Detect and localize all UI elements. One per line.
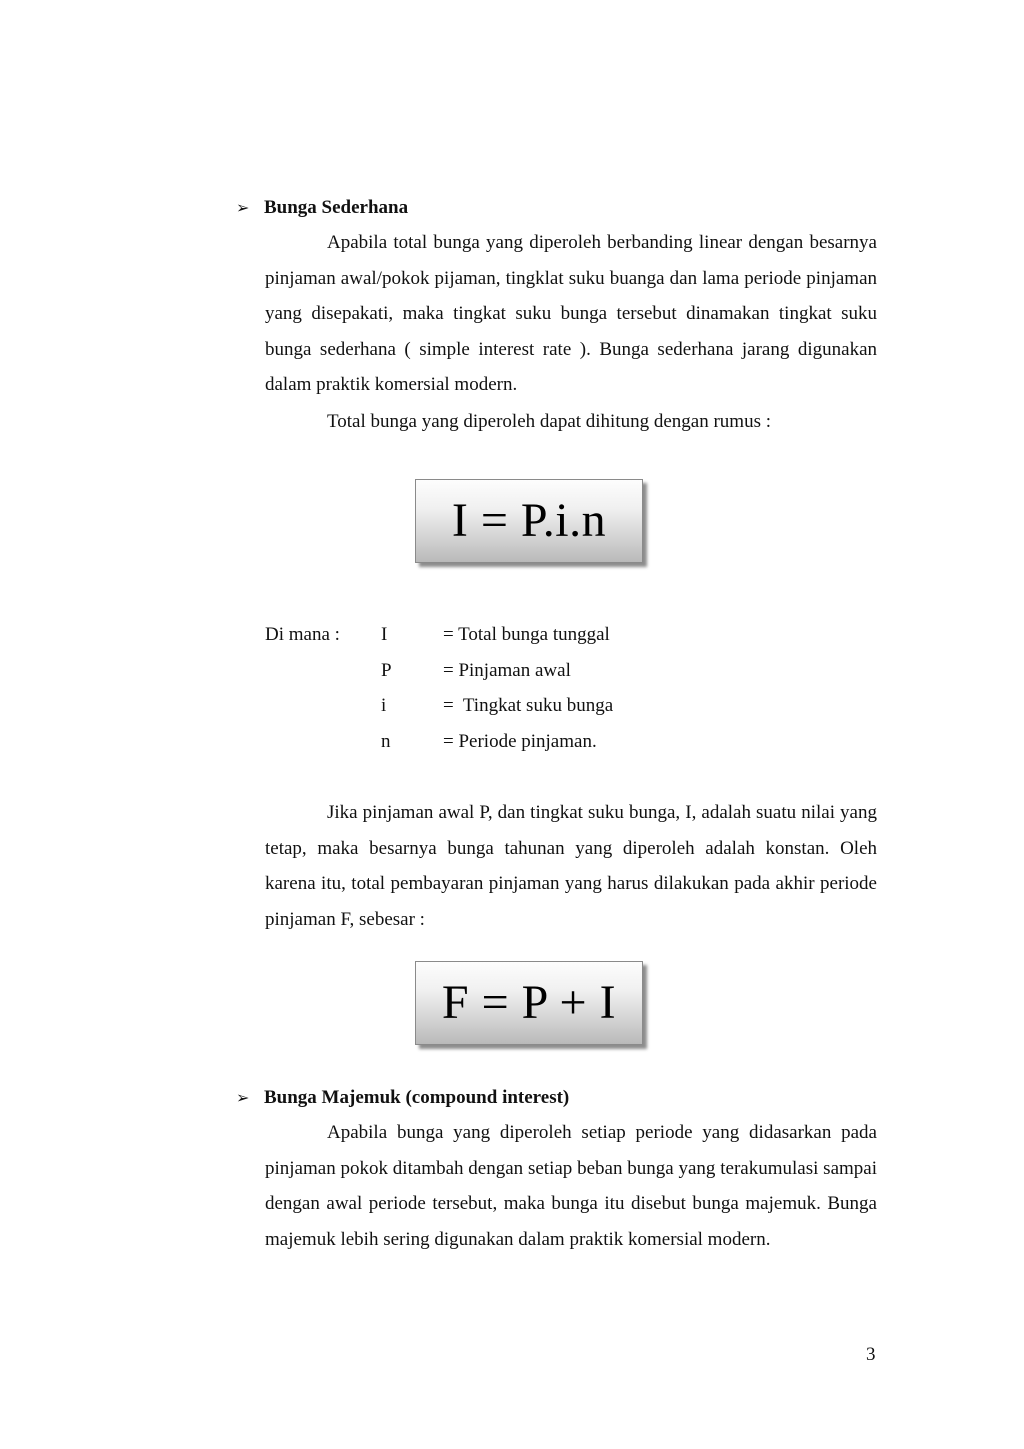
definitions-label: Di mana : (265, 624, 340, 645)
section-heading-bunga-majemuk (236, 1086, 569, 1110)
formula-simple-interest: I = P.i.n (451, 494, 607, 547)
definition-symbol: n (381, 731, 391, 752)
formula-box-total-payment (415, 961, 643, 1045)
section-title: Bunga Majemuk (compound interest) (264, 1087, 570, 1108)
arrow-bullet-icon: ➢ (236, 198, 250, 217)
formula-box-simple-interest (415, 479, 643, 563)
definition-description: = Total bunga tunggal (443, 624, 610, 645)
definition-symbol: P (381, 660, 392, 681)
definition-description: = Pinjaman awal (443, 660, 571, 681)
section-heading-bunga-sederhana (236, 196, 408, 220)
page-number: 3 (866, 1344, 876, 1365)
definition-symbol: I (381, 624, 388, 645)
formula-intro-text: Total bunga yang diperoleh dapat dihitung dengan rumus : (327, 411, 772, 432)
definition-description: = Periode pinjaman. (443, 731, 597, 752)
definition-description: = Tingkat suku bunga (443, 695, 614, 716)
formula-total-payment: F = P + I (441, 976, 617, 1029)
arrow-bullet-icon: ➢ (236, 1088, 250, 1107)
paragraph-bunga-sederhana: Apabila total bunga yang diperoleh berbanding linear dengan besarnya pinjaman awal/pokok pijaman, tingklat suku buanga dan lama periode pinjaman yang disepakati, maka tingkat suku bunga tersebut dinamakan tingkat suku bunga sederhana ( simple interest rate ). Bunga sederhana jarang digunakan dalam praktik komersial modern. (265, 232, 877, 396)
paragraph-total-payment: Jika pinjaman awal P, dan tingkat suku bunga, I, adalah suatu nilai yang tetap, maka besarnya bunga tahunan yang diperoleh adalah konstan. Oleh karena itu, total pembayaran pinjaman yang harus dilakukan pada akhir periode pinjaman F, sebesar : (265, 802, 877, 930)
paragraph-bunga-majemuk: Apabila bunga yang diperoleh setiap periode yang didasarkan pada pinjaman pokok ditambah dengan setiap beban bunga yang terakumulasi sampai dengan awal periode tersebut, maka bunga itu disebut bunga majemuk. Bunga majemuk lebih sering digunakan dalam praktik komersial modern. (265, 1122, 877, 1250)
section-title: Bunga Sederhana (264, 197, 409, 218)
definition-symbol: i (381, 695, 387, 716)
